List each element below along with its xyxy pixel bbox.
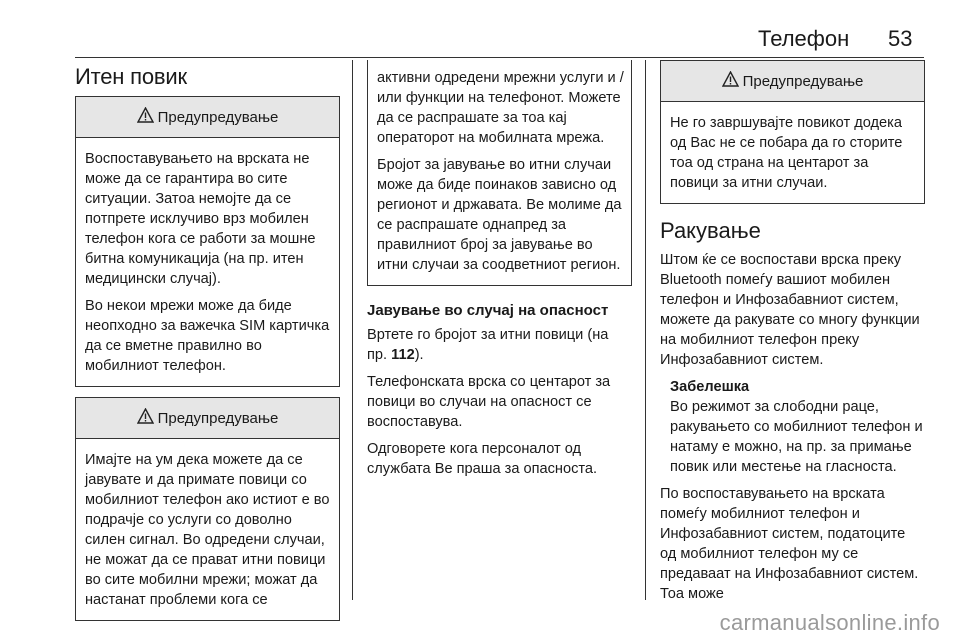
emergency-number: 112 <box>391 347 415 363</box>
warning-triangle-icon <box>137 408 154 428</box>
warning-paragraph: Во некои мрежи може да биде неопходно за важечка SIM картичка да се вметне правилно во мобилниот телефон. <box>85 298 330 374</box>
warning-paragraph: Бројот за јавување во итни случаи може да биде поинаков зависно од регионот и државата. Ве молиме да се распрашате однапред за правилниот број за јавување во итни случаи за соодветниот регион. <box>377 157 622 273</box>
warning-box-2 <box>75 397 340 621</box>
page-number: 53 <box>888 26 913 51</box>
warning-triangle-icon <box>137 107 154 127</box>
text-span: Вртете го бројот за итни повици (на пр. <box>367 327 609 363</box>
warning-label: Предупредување <box>157 409 279 427</box>
paragraph-intro: Штом ќе се воспостави врска преку Bluetooth помеѓу вашиот мобилен телефон и Инфозабавниот систем, можете да ракувате со многу функции на мобилниот телефон преку Инфозабавниот систем. <box>660 252 920 368</box>
warning-paragraph: Воспоставувањето на врската не може да се гарантира во сите ситуации. Затоа немојте да се потпрете исклучиво врз мобилен телефон кога се работи за мошне битна комуникација (на пр. итен медицински случај). <box>85 151 316 287</box>
warning-body <box>76 138 339 386</box>
warning-body <box>661 102 924 203</box>
section-title-emergency-call: Итен повик <box>75 64 187 89</box>
column-2 <box>367 60 632 612</box>
subheading-emergency: Јавување во случај на опасност <box>367 302 609 319</box>
warning-box-continued <box>367 60 632 286</box>
paragraph: Одговорете кога персоналот од службата Ве праша за опасноста. <box>367 441 598 477</box>
note-title: Забелешка <box>670 379 750 395</box>
warning-header <box>76 398 339 439</box>
note-block <box>660 377 925 477</box>
paragraph: По воспоставувањето на врската помеѓу мобилниот телефон и Инфозабавниот систем, податоците од мобилниот телефон му се предаваат на Инфозабавниот систем. Тоа може <box>660 486 919 602</box>
note-text: Во режимот за слободни раце, ракувањето со мобилниот телефон и натаму е можно, на пр. за примање повик или местење на гласноста. <box>670 399 923 475</box>
warning-paragraph: Не го завршувајте повикот додека од Вас не се побара да го сторите тоа од страна на центарот за повици за итни случаи. <box>670 115 903 191</box>
warning-paragraph: Имајте на ум дека можете да се јавувате и да примате повици со мобилниот телефон ако истиот е во подрачје со услуги со доволно силен сигнал. Во одредени случаи, не можат да се прават итни повици во сите мобилни мрежи; можат да настанат проблеми кога се <box>85 452 330 608</box>
warning-paragraph: активни одредени мрежни услуги и / или функции на телефонот. Можете да се распрашате за тоа кај операторот на мобилната мрежа. <box>377 70 624 146</box>
paragraph-dial <box>367 325 632 365</box>
warning-box-1 <box>75 96 340 387</box>
warning-header <box>661 61 924 102</box>
warning-header <box>76 97 339 138</box>
warning-body <box>76 439 339 620</box>
column-3 <box>660 60 925 612</box>
warning-box-3 <box>660 60 925 204</box>
heading-operation: Ракување <box>660 218 761 243</box>
paragraph: Телефонската врска со центарот за повици во случаи на опасност се воспоставува. <box>367 374 611 430</box>
column-divider-1 <box>352 60 353 600</box>
page-header-title: Телефон <box>758 26 850 51</box>
column-divider-2 <box>645 60 646 600</box>
header-rule <box>75 57 924 58</box>
warning-label: Предупредување <box>742 72 864 90</box>
warning-triangle-icon <box>722 71 739 91</box>
text-span: ). <box>414 347 424 363</box>
warning-label: Предупредување <box>157 108 279 126</box>
watermark: carmanualsonline.info <box>719 610 940 635</box>
warning-body <box>368 60 631 285</box>
page-header <box>0 26 960 56</box>
column-1 <box>75 60 340 612</box>
